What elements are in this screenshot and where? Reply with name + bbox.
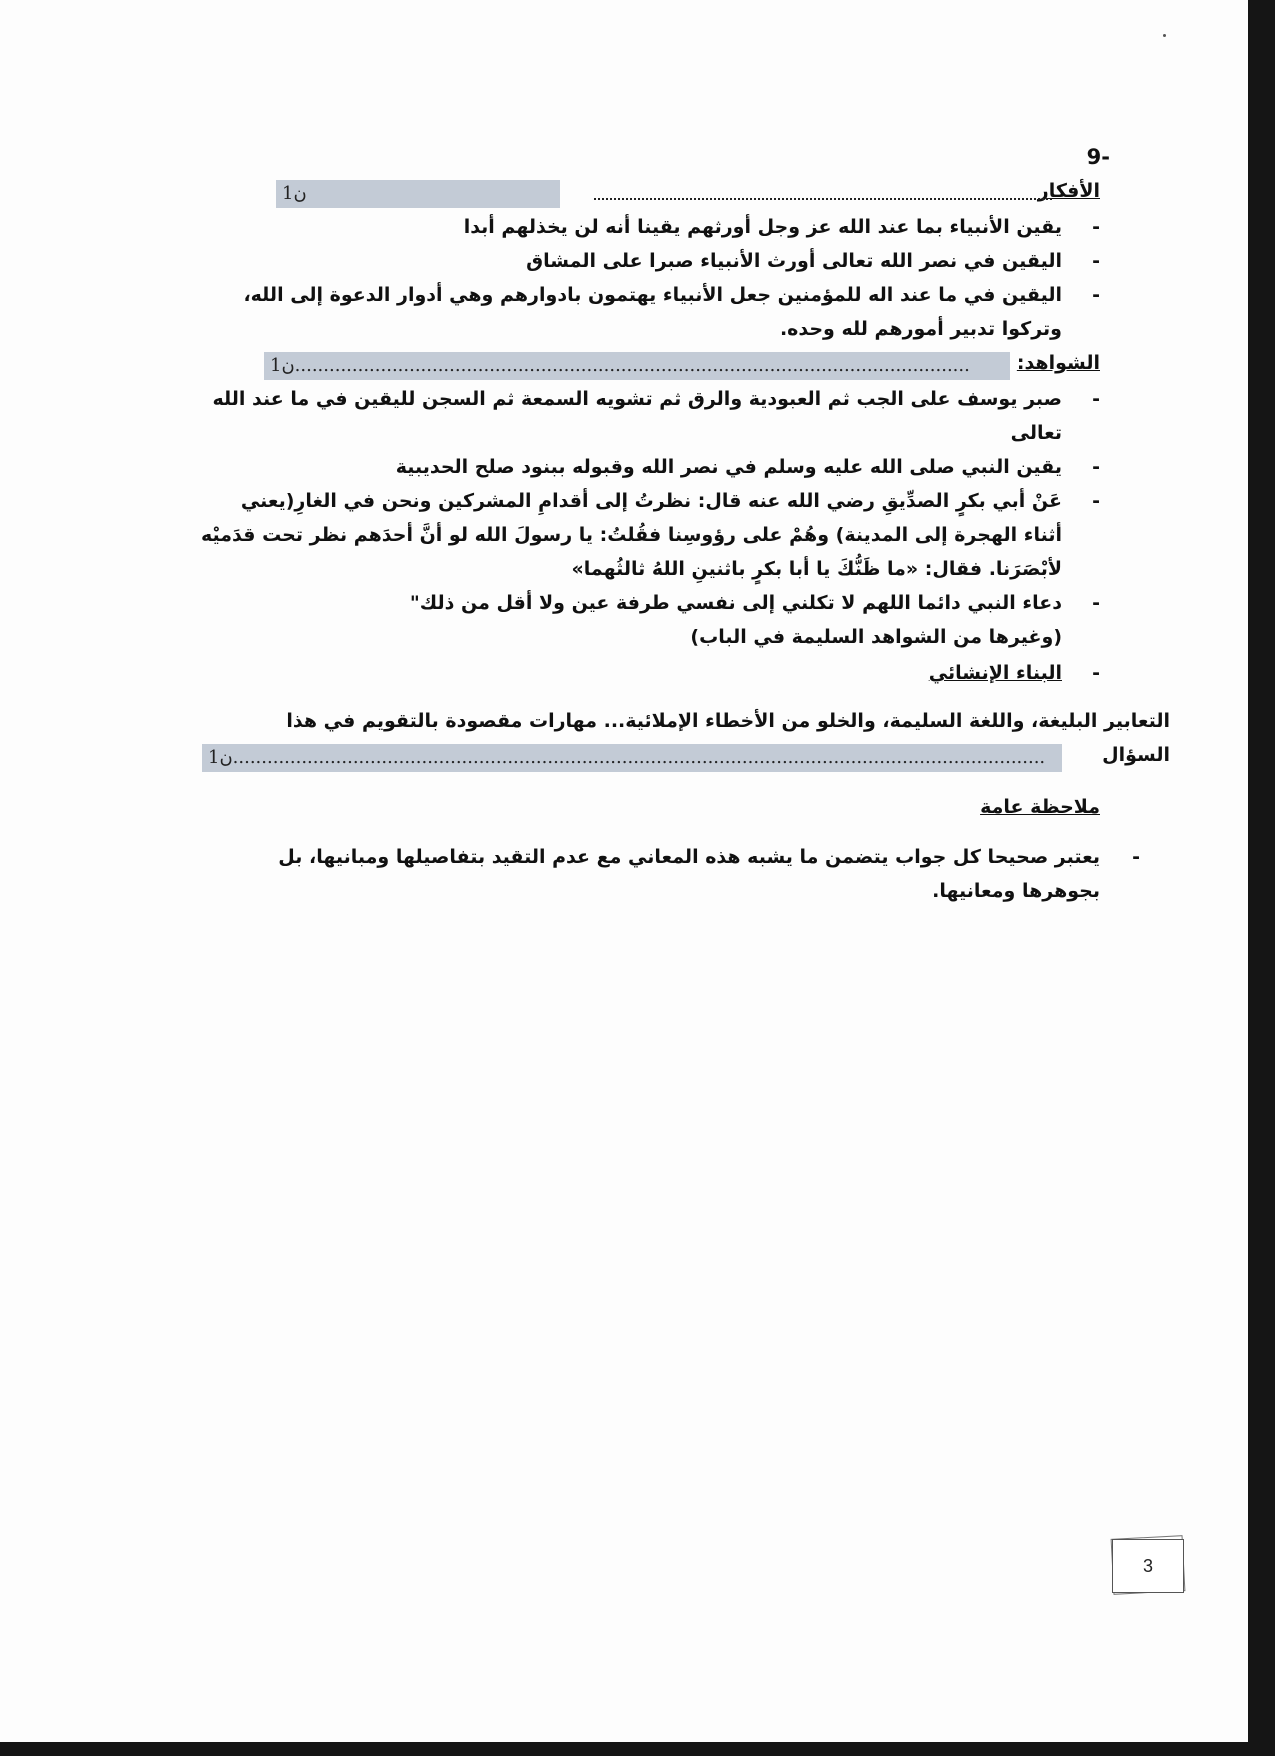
evidence-title: الشواهد: — [1016, 352, 1100, 374]
list-item: - عَنْ أبي بكرٍ الصدِّيقِ رضي الله عنه قال: نظرتُ إلى أقدامِ المشركين ونحن في الغارِ(يعني أثناء الهجرة إلى المدينة) وهُمْ على رؤوسِنا فقُلتُ: يا رسولَ الله لو أنَّ أحدَهم نظر تحت قدَميْه لأبْصَرَنا. فقال: «ما ظَنُّكَ يا أبا بكرٍ باثنينِ اللهُ ثالثُهما» — [200, 484, 1100, 586]
list-item: - يقين النبي صلى الله عليه وسلم في نصر الله وقبوله ببنود صلح الحديبية — [200, 450, 1100, 484]
list-item: - يقين الأنبياء بما عند الله عز وجل أورثهم يقينا أنه لن يخذلهم أبدا — [200, 210, 1100, 244]
ideas-dots — [594, 196, 1052, 200]
question-number: 9- — [1086, 145, 1110, 169]
scan-edge-bottom — [0, 1742, 1275, 1756]
composition-title: - البناء الإنشائي — [200, 656, 1100, 690]
ideas-score: 1ن — [276, 180, 560, 208]
page-number: 3 — [1112, 1539, 1184, 1593]
composition-text: التعابير البليغة، واللغة السليمة، والخلو من الأخطاء الإملائية... مهارات مقصودة بالتقويم في هذا — [286, 710, 1170, 732]
composition-score-row — [200, 738, 1170, 774]
ideas-list — [200, 210, 1100, 346]
general-note-text: - يعتبر صحيحا كل جواب يتضمن ما يشبه هذه المعاني مع عدم التقيد بتفاصيلها ومبانيها، بل بجوهرها ومعانيها. — [200, 840, 1170, 908]
scan-speck — [1163, 34, 1166, 37]
composition-score: 1ن.............................................................................................................................................. — [202, 744, 1062, 772]
composition-text-end: السؤال — [1102, 744, 1170, 766]
answer-key-content — [200, 140, 1170, 908]
scan-edge-right — [1248, 0, 1275, 1756]
evidence-score: 1ن...................................................................................................................... — [264, 352, 1010, 380]
list-item: - دعاء النبي دائما اللهم لا تكلني إلى نفسي طرفة عين ولا أقل من ذلك" — [200, 586, 1100, 620]
ideas-header — [200, 174, 1100, 210]
list-item: - صبر يوسف على الجب ثم العبودية والرق ثم تشويه السمعة ثم السجن لليقين في ما عند الله تعالى — [200, 382, 1100, 450]
general-note-title: ملاحظة عامة — [980, 796, 1100, 818]
list-item: - اليقين في نصر الله تعالى أورث الأنبياء صبرا على المشاق — [200, 244, 1100, 278]
evidence-extra: (وغيرها من الشواهد السليمة في الباب) — [690, 626, 1062, 648]
page-number-box — [1108, 1535, 1188, 1595]
list-item: - اليقين في ما عند اله للمؤمنين جعل الأنبياء يهتمون بادوارهم وهي أدوار الدعوة إلى الله، وتركوا تدبير أمورهم لله وحده. — [200, 278, 1100, 346]
evidence-header — [200, 346, 1100, 382]
evidence-list — [200, 382, 1100, 620]
ideas-title: الأفكار — [1037, 180, 1100, 202]
